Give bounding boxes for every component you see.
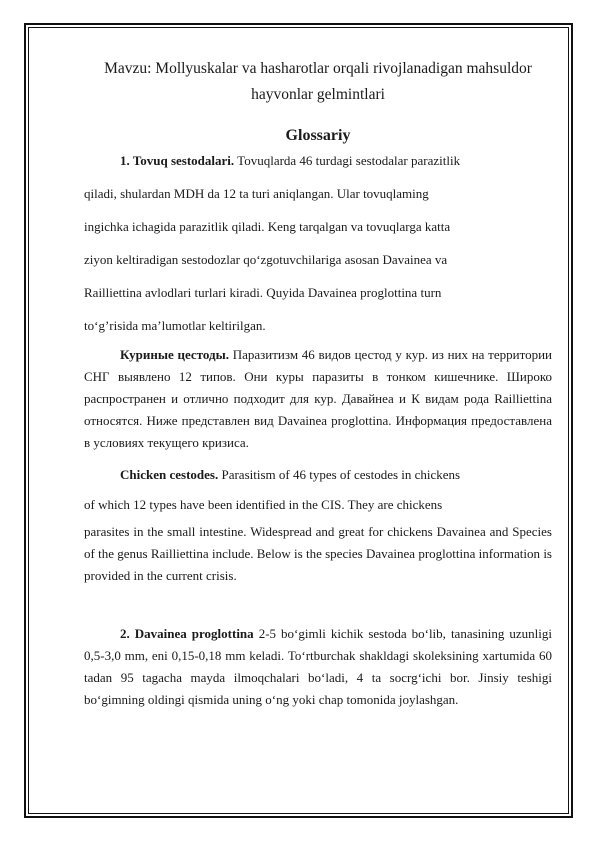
glossary-heading: Glossariy	[285, 127, 351, 144]
entry1-english-term: Chicken cestodes.	[120, 467, 219, 482]
entry1-russian-term: Куриные цестоды.	[120, 347, 229, 362]
entry1-uzbek-line: ingichka ichagida parazitlik qiladi. Keng tarqalgan va tovuqlarga katta	[84, 219, 451, 234]
entry1-uzbek-line: qiladi, shulardan MDH da 12 ta turi aniqlangan. Ular tovuqlaming	[84, 186, 429, 201]
entry1-uzbek-term: 1. Tovuq sestodalari.	[120, 153, 235, 168]
entry1-english-paragraph: parasites in the small intestine. Widespread and great for chickens Davainea and Species of the genus Railliettina include. Below is the species Davainea proglottina information is provided in the current crisis.	[84, 524, 552, 583]
document-body	[84, 56, 552, 711]
entry1-uzbek-line: to‘g’risida ma’lumotlar keltirilgan.	[84, 318, 266, 333]
entry1-uzbek-line: 1. Tovuq sestodalari. Tovuqlarda 46 turdagi sestodalar parazitlik	[120, 153, 461, 168]
entry1-uzbek	[84, 150, 552, 348]
entry1-english-line: Chicken cestodes. Parasitism of 46 types of cestodes in chickens	[120, 467, 461, 482]
entry2-uzbek-term: 2. Davainea proglottina	[120, 626, 254, 641]
topic-title	[84, 56, 552, 108]
topic-title-line1: Mavzu: Mollyuskalar va hasharotlar orqali rivojlanadigan mahsuldor	[104, 60, 532, 77]
topic-title-line2: hayvonlar gelmintlari	[251, 86, 385, 103]
section-gap	[84, 587, 552, 623]
entry1-english-lines	[84, 464, 552, 521]
entry1-uzbek-line: ziyon keltiradigan sestodozlar qo‘zgotuvchilariga asosan Davainea va	[84, 252, 448, 267]
entry1-english-line: of which 12 types have been identified in the CIS. They are chickens	[84, 497, 443, 512]
entry1-russian	[84, 344, 552, 454]
entry2-uzbek-text: 2-5 bo‘gimli kichik sestoda bo‘lib, tanasining uzunligi 0,5-3,0 mm, eni 0,15-0,18 mm keladi. To‘rtburchak shakldagi skoleksining xartumida 60 tadan 95 tagacha mayda ilmoqchalari bo‘ladi, 4 ta socrg‘ichi bor. Jinsiy teshigi bo‘gimning oldingi qismida uning o‘ng yoki chap tomonida joylashgan.	[84, 626, 552, 707]
entry2-uzbek	[84, 623, 552, 711]
entry1-uzbek-line: Railliettina avlodlari turlari kiradi. Quyida Davainea proglottina turn	[84, 285, 442, 300]
entry1-russian-text: Паразитизм 46 видов цестод у кур. из них на территории СНГ выявлено 12 типов. Они куры паразиты в тонком кишечнике. Широко распространен и отлично подходит для кур. Давайнеа и К видам рода Railliettina относятся. Ниже представлен вид Davainea proglottina. Информация предоставлена в условиях текущего кризиса.	[84, 347, 553, 450]
